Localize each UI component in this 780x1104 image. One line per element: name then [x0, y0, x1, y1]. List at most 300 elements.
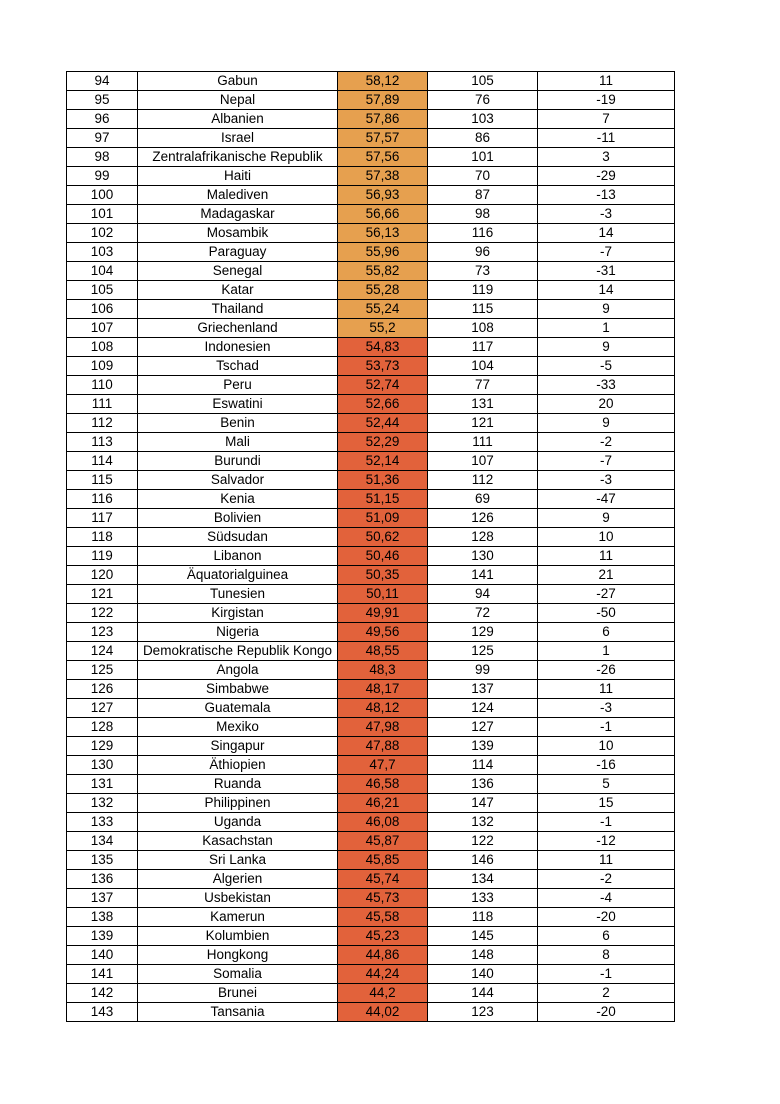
previous-rank-cell: 140: [428, 965, 538, 984]
score-cell: 49,91: [338, 604, 428, 623]
rank-change-cell: 8: [538, 946, 675, 965]
rank-cell: 123: [67, 623, 138, 642]
table-row: [67, 186, 675, 205]
rank-cell: 138: [67, 908, 138, 927]
rank-change-cell: 11: [538, 851, 675, 870]
score-cell: 47,7: [338, 756, 428, 775]
table-row: [67, 851, 675, 870]
score-cell: 48,12: [338, 699, 428, 718]
score-cell: 56,93: [338, 186, 428, 205]
rank-change-cell: -20: [538, 1003, 675, 1022]
table-row: [67, 452, 675, 471]
country-cell: Mexiko: [138, 718, 338, 737]
score-cell: 57,56: [338, 148, 428, 167]
table-row: [67, 984, 675, 1003]
previous-rank-cell: 101: [428, 148, 538, 167]
rank-cell: 101: [67, 205, 138, 224]
score-cell: 58,12: [338, 72, 428, 91]
rank-change-cell: -19: [538, 91, 675, 110]
previous-rank-cell: 144: [428, 984, 538, 1003]
rank-change-cell: -20: [538, 908, 675, 927]
table-row: [67, 433, 675, 452]
score-cell: 46,21: [338, 794, 428, 813]
score-cell: 45,58: [338, 908, 428, 927]
previous-rank-cell: 131: [428, 395, 538, 414]
score-cell: 45,74: [338, 870, 428, 889]
score-cell: 55,24: [338, 300, 428, 319]
score-cell: 56,66: [338, 205, 428, 224]
previous-rank-cell: 129: [428, 623, 538, 642]
previous-rank-cell: 119: [428, 281, 538, 300]
previous-rank-cell: 108: [428, 319, 538, 338]
rank-cell: 105: [67, 281, 138, 300]
score-cell: 51,36: [338, 471, 428, 490]
rank-change-cell: 9: [538, 509, 675, 528]
score-cell: 49,56: [338, 623, 428, 642]
rank-cell: 103: [67, 243, 138, 262]
country-cell: Angola: [138, 661, 338, 680]
table-row: [67, 376, 675, 395]
country-cell: Äquatorialguinea: [138, 566, 338, 585]
score-cell: 48,3: [338, 661, 428, 680]
score-cell: 51,09: [338, 509, 428, 528]
rank-cell: 109: [67, 357, 138, 376]
rank-change-cell: -11: [538, 129, 675, 148]
country-cell: Mali: [138, 433, 338, 452]
ranking-table-body: [67, 72, 675, 1022]
country-cell: Tschad: [138, 357, 338, 376]
rank-cell: 133: [67, 813, 138, 832]
country-cell: Salvador: [138, 471, 338, 490]
table-row: [67, 167, 675, 186]
rank-cell: 124: [67, 642, 138, 661]
rank-change-cell: 9: [538, 300, 675, 319]
table-row: [67, 718, 675, 737]
rank-cell: 99: [67, 167, 138, 186]
previous-rank-cell: 96: [428, 243, 538, 262]
table-row: [67, 1003, 675, 1022]
table-row: [67, 927, 675, 946]
rank-cell: 96: [67, 110, 138, 129]
rank-cell: 114: [67, 452, 138, 471]
previous-rank-cell: 111: [428, 433, 538, 452]
country-cell: Kamerun: [138, 908, 338, 927]
country-cell: Sri Lanka: [138, 851, 338, 870]
previous-rank-cell: 86: [428, 129, 538, 148]
rank-cell: 128: [67, 718, 138, 737]
rank-change-cell: 6: [538, 623, 675, 642]
country-cell: Senegal: [138, 262, 338, 281]
table-row: [67, 300, 675, 319]
previous-rank-cell: 73: [428, 262, 538, 281]
table-row: [67, 642, 675, 661]
table-row: [67, 205, 675, 224]
previous-rank-cell: 112: [428, 471, 538, 490]
previous-rank-cell: 124: [428, 699, 538, 718]
rank-change-cell: 14: [538, 224, 675, 243]
rank-cell: 132: [67, 794, 138, 813]
score-cell: 45,85: [338, 851, 428, 870]
score-cell: 45,73: [338, 889, 428, 908]
country-cell: Brunei: [138, 984, 338, 1003]
country-cell: Zentralafrikanische Republik: [138, 148, 338, 167]
rank-cell: 98: [67, 148, 138, 167]
rank-cell: 110: [67, 376, 138, 395]
score-cell: 52,14: [338, 452, 428, 471]
score-cell: 54,83: [338, 338, 428, 357]
previous-rank-cell: 122: [428, 832, 538, 851]
country-cell: Haiti: [138, 167, 338, 186]
rank-change-cell: -7: [538, 243, 675, 262]
rank-change-cell: 6: [538, 927, 675, 946]
score-cell: 44,2: [338, 984, 428, 1003]
rank-change-cell: -33: [538, 376, 675, 395]
country-cell: Peru: [138, 376, 338, 395]
rank-change-cell: -7: [538, 452, 675, 471]
score-cell: 56,13: [338, 224, 428, 243]
table-row: [67, 585, 675, 604]
previous-rank-cell: 72: [428, 604, 538, 623]
table-row: [67, 91, 675, 110]
country-cell: Indonesien: [138, 338, 338, 357]
table-row: [67, 908, 675, 927]
rank-cell: 116: [67, 490, 138, 509]
table-row: [67, 566, 675, 585]
previous-rank-cell: 118: [428, 908, 538, 927]
rank-change-cell: -1: [538, 718, 675, 737]
previous-rank-cell: 126: [428, 509, 538, 528]
country-cell: Gabun: [138, 72, 338, 91]
country-cell: Israel: [138, 129, 338, 148]
rank-cell: 126: [67, 680, 138, 699]
score-cell: 48,17: [338, 680, 428, 699]
country-cell: Katar: [138, 281, 338, 300]
country-cell: Usbekistan: [138, 889, 338, 908]
rank-change-cell: 11: [538, 680, 675, 699]
rank-cell: 100: [67, 186, 138, 205]
table-row: [67, 395, 675, 414]
country-cell: Tansania: [138, 1003, 338, 1022]
rank-change-cell: -27: [538, 585, 675, 604]
country-cell: Algerien: [138, 870, 338, 889]
previous-rank-cell: 136: [428, 775, 538, 794]
previous-rank-cell: 117: [428, 338, 538, 357]
table-row: [67, 243, 675, 262]
country-cell: Mosambik: [138, 224, 338, 243]
rank-change-cell: -3: [538, 205, 675, 224]
table-row: [67, 509, 675, 528]
score-cell: 50,46: [338, 547, 428, 566]
rank-cell: 104: [67, 262, 138, 281]
score-cell: 50,62: [338, 528, 428, 547]
rank-change-cell: 10: [538, 737, 675, 756]
table-row: [67, 775, 675, 794]
rank-change-cell: -1: [538, 965, 675, 984]
rank-change-cell: -1: [538, 813, 675, 832]
rank-cell: 94: [67, 72, 138, 91]
score-cell: 48,55: [338, 642, 428, 661]
rank-cell: 97: [67, 129, 138, 148]
table-row: [67, 338, 675, 357]
previous-rank-cell: 128: [428, 528, 538, 547]
score-cell: 55,82: [338, 262, 428, 281]
rank-change-cell: -3: [538, 471, 675, 490]
score-cell: 52,66: [338, 395, 428, 414]
country-cell: Bolivien: [138, 509, 338, 528]
previous-rank-cell: 103: [428, 110, 538, 129]
score-cell: 57,86: [338, 110, 428, 129]
rank-cell: 120: [67, 566, 138, 585]
rank-cell: 136: [67, 870, 138, 889]
country-cell: Thailand: [138, 300, 338, 319]
previous-rank-cell: 148: [428, 946, 538, 965]
score-cell: 44,86: [338, 946, 428, 965]
rank-cell: 130: [67, 756, 138, 775]
table-row: [67, 357, 675, 376]
table-row: [67, 756, 675, 775]
table-row: [67, 224, 675, 243]
rank-change-cell: 10: [538, 528, 675, 547]
score-cell: 55,96: [338, 243, 428, 262]
table-row: [67, 148, 675, 167]
rank-change-cell: 9: [538, 414, 675, 433]
country-cell: Nepal: [138, 91, 338, 110]
country-cell: Somalia: [138, 965, 338, 984]
rank-change-cell: 15: [538, 794, 675, 813]
rank-cell: 119: [67, 547, 138, 566]
rank-change-cell: 14: [538, 281, 675, 300]
rank-change-cell: 1: [538, 319, 675, 338]
score-cell: 47,88: [338, 737, 428, 756]
country-cell: Nigeria: [138, 623, 338, 642]
score-cell: 44,24: [338, 965, 428, 984]
previous-rank-cell: 133: [428, 889, 538, 908]
previous-rank-cell: 127: [428, 718, 538, 737]
table-row: [67, 528, 675, 547]
score-cell: 51,15: [338, 490, 428, 509]
table-row: [67, 319, 675, 338]
rank-cell: 127: [67, 699, 138, 718]
rank-cell: 139: [67, 927, 138, 946]
previous-rank-cell: 147: [428, 794, 538, 813]
table-row: [67, 547, 675, 566]
rank-cell: 108: [67, 338, 138, 357]
score-cell: 57,38: [338, 167, 428, 186]
rank-cell: 118: [67, 528, 138, 547]
previous-rank-cell: 94: [428, 585, 538, 604]
previous-rank-cell: 105: [428, 72, 538, 91]
score-cell: 55,2: [338, 319, 428, 338]
country-cell: Kenia: [138, 490, 338, 509]
previous-rank-cell: 137: [428, 680, 538, 699]
table-row: [67, 490, 675, 509]
country-cell: Benin: [138, 414, 338, 433]
rank-cell: 95: [67, 91, 138, 110]
country-cell: Ruanda: [138, 775, 338, 794]
score-cell: 55,28: [338, 281, 428, 300]
rank-change-cell: -29: [538, 167, 675, 186]
country-cell: Eswatini: [138, 395, 338, 414]
rank-cell: 134: [67, 832, 138, 851]
rank-change-cell: 9: [538, 338, 675, 357]
previous-rank-cell: 146: [428, 851, 538, 870]
table-row: [67, 471, 675, 490]
rank-cell: 115: [67, 471, 138, 490]
previous-rank-cell: 114: [428, 756, 538, 775]
previous-rank-cell: 87: [428, 186, 538, 205]
table-row: [67, 72, 675, 91]
country-cell: Simbabwe: [138, 680, 338, 699]
table-row: [67, 946, 675, 965]
table-row: [67, 262, 675, 281]
table-row: [67, 604, 675, 623]
rank-cell: 125: [67, 661, 138, 680]
country-cell: Malediven: [138, 186, 338, 205]
table-row: [67, 661, 675, 680]
table-row: [67, 281, 675, 300]
rank-cell: 140: [67, 946, 138, 965]
rank-cell: 129: [67, 737, 138, 756]
score-cell: 50,35: [338, 566, 428, 585]
rank-cell: 112: [67, 414, 138, 433]
rank-change-cell: 5: [538, 775, 675, 794]
score-cell: 52,44: [338, 414, 428, 433]
previous-rank-cell: 145: [428, 927, 538, 946]
score-cell: 46,58: [338, 775, 428, 794]
rank-cell: 107: [67, 319, 138, 338]
previous-rank-cell: 123: [428, 1003, 538, 1022]
rank-change-cell: 21: [538, 566, 675, 585]
country-cell: Burundi: [138, 452, 338, 471]
rank-change-cell: 11: [538, 547, 675, 566]
rank-change-cell: 2: [538, 984, 675, 1003]
rank-cell: 121: [67, 585, 138, 604]
table-row: [67, 680, 675, 699]
country-cell: Madagaskar: [138, 205, 338, 224]
previous-rank-cell: 139: [428, 737, 538, 756]
previous-rank-cell: 125: [428, 642, 538, 661]
rank-cell: 135: [67, 851, 138, 870]
previous-rank-cell: 98: [428, 205, 538, 224]
country-cell: Hongkong: [138, 946, 338, 965]
table-row: [67, 414, 675, 433]
rank-cell: 113: [67, 433, 138, 452]
table-row: [67, 870, 675, 889]
ranking-table: [66, 71, 675, 1022]
previous-rank-cell: 104: [428, 357, 538, 376]
previous-rank-cell: 77: [428, 376, 538, 395]
rank-change-cell: -31: [538, 262, 675, 281]
country-cell: Kirgistan: [138, 604, 338, 623]
previous-rank-cell: 121: [428, 414, 538, 433]
country-cell: Paraguay: [138, 243, 338, 262]
rank-change-cell: -2: [538, 870, 675, 889]
score-cell: 44,02: [338, 1003, 428, 1022]
rank-change-cell: -26: [538, 661, 675, 680]
score-cell: 53,73: [338, 357, 428, 376]
rank-change-cell: -13: [538, 186, 675, 205]
rank-cell: 137: [67, 889, 138, 908]
rank-cell: 102: [67, 224, 138, 243]
rank-change-cell: -47: [538, 490, 675, 509]
country-cell: Albanien: [138, 110, 338, 129]
rank-cell: 142: [67, 984, 138, 1003]
rank-change-cell: -50: [538, 604, 675, 623]
country-cell: Uganda: [138, 813, 338, 832]
table-row: [67, 110, 675, 129]
rank-change-cell: 11: [538, 72, 675, 91]
country-cell: Kolumbien: [138, 927, 338, 946]
country-cell: Philippinen: [138, 794, 338, 813]
country-cell: Tunesien: [138, 585, 338, 604]
rank-change-cell: -12: [538, 832, 675, 851]
table-row: [67, 889, 675, 908]
rank-change-cell: 3: [538, 148, 675, 167]
previous-rank-cell: 115: [428, 300, 538, 319]
rank-cell: 111: [67, 395, 138, 414]
rank-change-cell: -2: [538, 433, 675, 452]
rank-cell: 117: [67, 509, 138, 528]
score-cell: 52,29: [338, 433, 428, 452]
country-cell: Äthiopien: [138, 756, 338, 775]
country-cell: Griechenland: [138, 319, 338, 338]
country-cell: Libanon: [138, 547, 338, 566]
rank-cell: 106: [67, 300, 138, 319]
rank-change-cell: -4: [538, 889, 675, 908]
previous-rank-cell: 116: [428, 224, 538, 243]
rank-change-cell: 20: [538, 395, 675, 414]
previous-rank-cell: 107: [428, 452, 538, 471]
table-row: [67, 832, 675, 851]
rank-cell: 141: [67, 965, 138, 984]
rank-change-cell: 1: [538, 642, 675, 661]
rank-cell: 122: [67, 604, 138, 623]
country-cell: Guatemala: [138, 699, 338, 718]
previous-rank-cell: 99: [428, 661, 538, 680]
score-cell: 52,74: [338, 376, 428, 395]
country-cell: Südsudan: [138, 528, 338, 547]
previous-rank-cell: 132: [428, 813, 538, 832]
score-cell: 57,89: [338, 91, 428, 110]
table-row: [67, 965, 675, 984]
score-cell: 45,87: [338, 832, 428, 851]
score-cell: 50,11: [338, 585, 428, 604]
previous-rank-cell: 134: [428, 870, 538, 889]
country-cell: Kasachstan: [138, 832, 338, 851]
score-cell: 47,98: [338, 718, 428, 737]
rank-cell: 131: [67, 775, 138, 794]
rank-cell: 143: [67, 1003, 138, 1022]
rank-change-cell: 7: [538, 110, 675, 129]
table-row: [67, 813, 675, 832]
table-row: [67, 794, 675, 813]
rank-change-cell: -3: [538, 699, 675, 718]
rank-change-cell: -16: [538, 756, 675, 775]
table-row: [67, 699, 675, 718]
table-row: [67, 129, 675, 148]
score-cell: 45,23: [338, 927, 428, 946]
previous-rank-cell: 69: [428, 490, 538, 509]
rank-change-cell: -5: [538, 357, 675, 376]
country-cell: Demokratische Republik Kongo: [138, 642, 338, 661]
previous-rank-cell: 70: [428, 167, 538, 186]
previous-rank-cell: 130: [428, 547, 538, 566]
score-cell: 46,08: [338, 813, 428, 832]
previous-rank-cell: 76: [428, 91, 538, 110]
country-cell: Singapur: [138, 737, 338, 756]
table-row: [67, 623, 675, 642]
table-row: [67, 737, 675, 756]
